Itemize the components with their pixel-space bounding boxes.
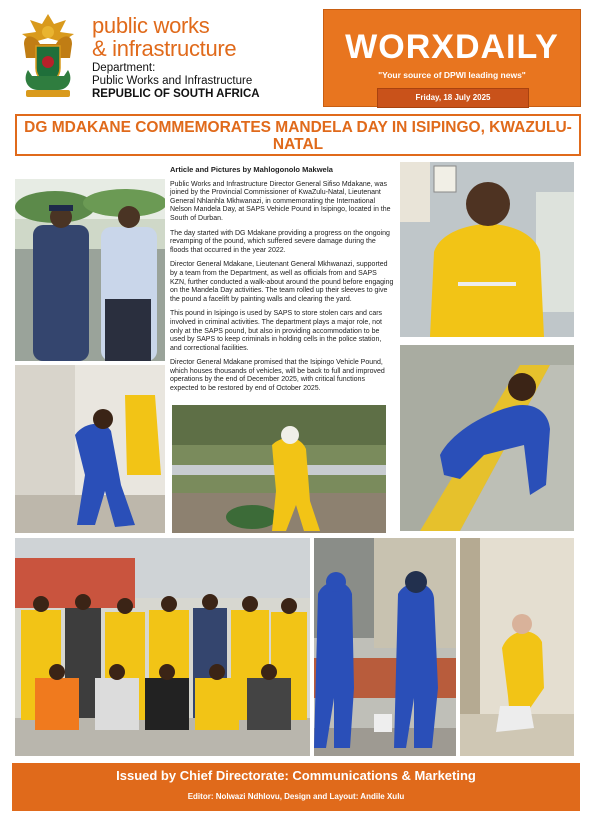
photo-dg-and-commissioner [15, 179, 165, 361]
article-byline: Article and Pictures by Mahlogonolo Makwela [170, 165, 333, 174]
headline-box [15, 114, 581, 156]
masthead [323, 9, 581, 107]
article-paragraph: This pound in Isipingo is used by SAPS to store stolen cars and cars involved in criminal activities. The department plays a major role, not only at the SAPS pound, but also in providing accommodation to be used by SAPS to keep criminals in holding cells in the police station, and correctional facilities. [170, 310, 383, 352]
footer-title: Issued by Chief Directorate: Communications & Marketing [116, 768, 476, 783]
headline: DG MDAKANE COMMEMORATES MANDELA DAY IN ISIPINGO, KWAZULU-NATAL [24, 119, 572, 153]
article-paragraph: Director General Mdakane promised that the Isipingo Vehicle Pound, which houses thousands of vehicles, will be back to full and improved operations by the end of December 2025, with critical functions expected to be restored by end of October 2025. [170, 359, 385, 393]
dept-name-line2: & infrastructure [92, 36, 237, 61]
country-name: REPUBLIC OF SOUTH AFRICA [92, 88, 260, 100]
masthead-tagline: "Your source of DPWI leading news" [378, 70, 526, 80]
issue-date: Friday, 18 July 2025 [377, 88, 529, 108]
coat-of-arms-icon [14, 10, 82, 100]
article-body [170, 166, 394, 400]
photo-painting-wall [15, 365, 165, 533]
dept-full-name: Public Works and Infrastructure [92, 75, 253, 87]
article-paragraph: Director General Mdakane, Lieutenant General Mkhwanazi, supported by a team from the Department, as well as officials from and SAPS KZN, further conducted a walk-about around the pound before engaging on the Mandela Day activities. The team rolled up their sleeves to give the pound a facelift by painting walls and clearing the yard. [170, 261, 394, 303]
article-paragraph: Public Works and Infrastructure Director General Sifiso Mdakane, was joined by the Provincial Commissioner of KwaZulu-Natal, Lieutenant General Nhlanhla Mkhwanazi, in commemorating the International Nelson Mandela Day, at SAPS Vehicle Pound in Isipingo, located in the South of Durban. [170, 180, 391, 222]
photo-clearing-yard [172, 405, 386, 533]
newsletter-footer [12, 763, 580, 811]
footer-credits: Editor: Nolwazi Ndhlovu, Design and Layout: Andile Xulu [187, 792, 405, 801]
photo-group [15, 538, 310, 756]
dept-name-line1: public works [92, 13, 210, 38]
newsletter-header [0, 0, 590, 110]
photo-painting-kerb [400, 345, 574, 531]
department-name [92, 14, 292, 60]
article-paragraph: The day started with DG Mdakane providing a progress on the ongoing revamping of the pound, which suffered severe damage during the floods that occurred in the year 2022. [170, 229, 390, 254]
photo-painting-window [314, 538, 456, 756]
photo-painting-interior [460, 538, 574, 756]
dept-label: Department: [92, 62, 156, 74]
photo-dg-yellow-overall [400, 162, 574, 337]
department-subtitle [92, 62, 302, 101]
masthead-title: WORXDAILY [345, 28, 559, 66]
